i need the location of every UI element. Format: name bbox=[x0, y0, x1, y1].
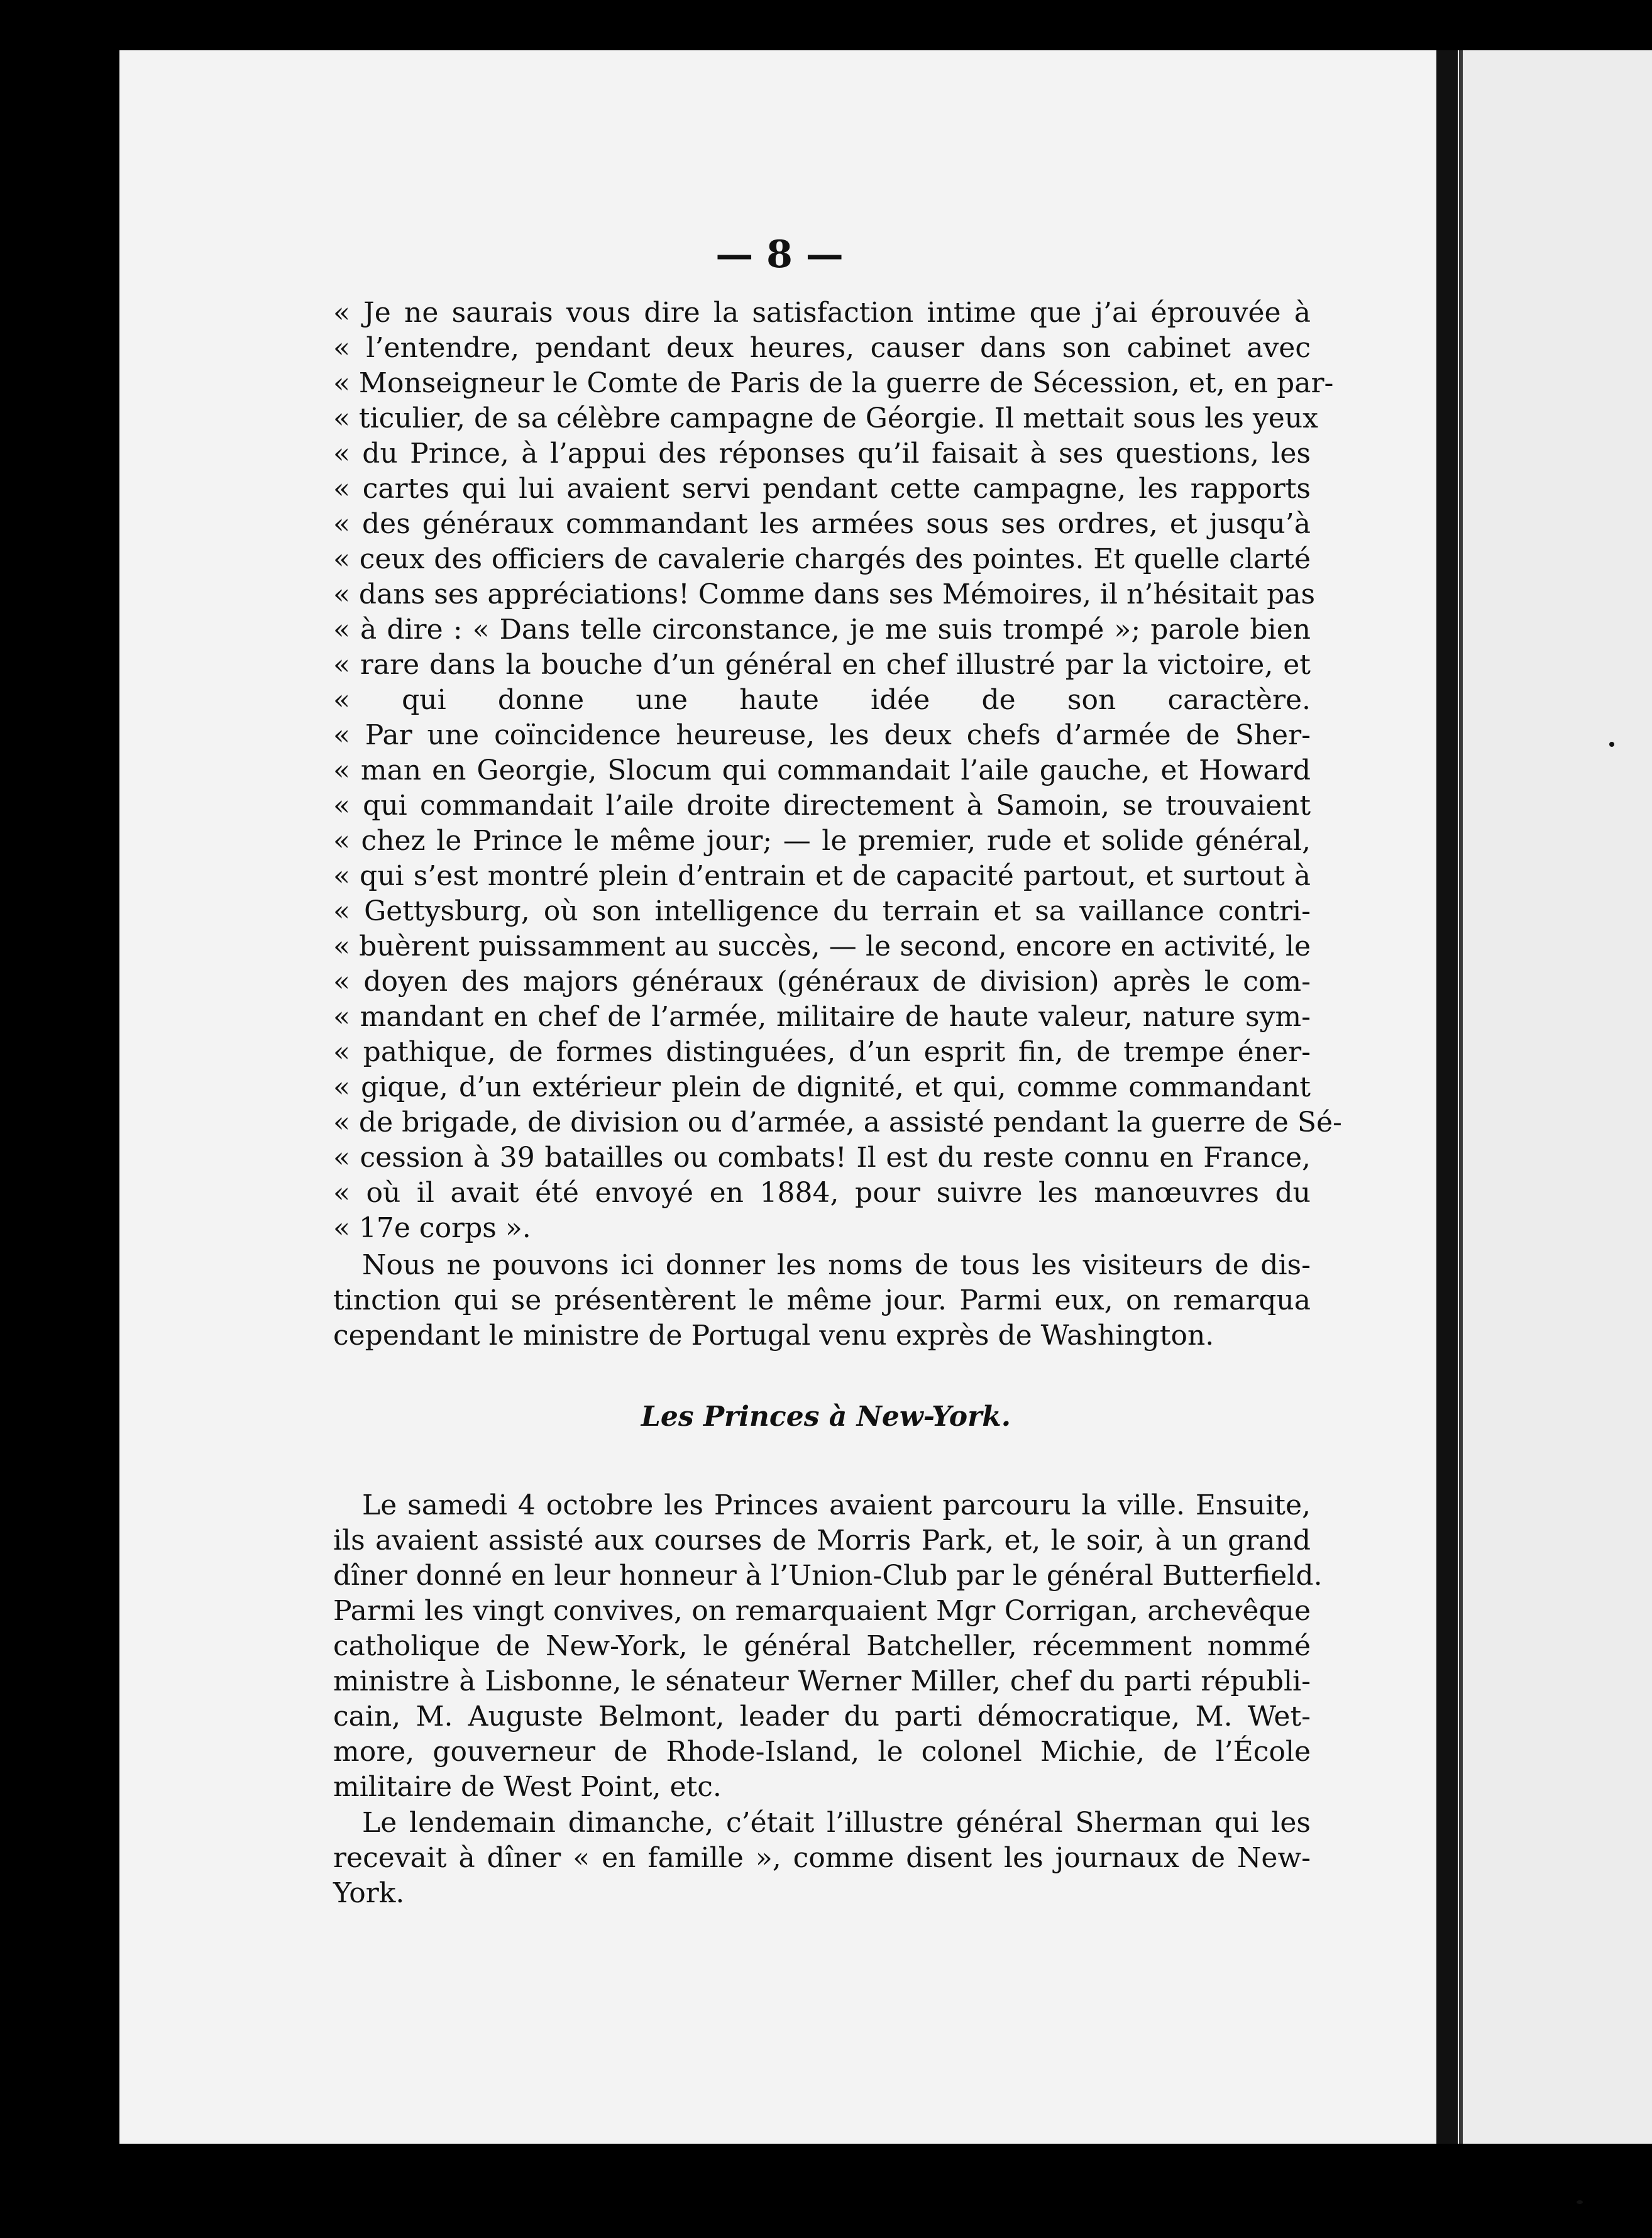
text-line: Nous ne pouvons ici donner les noms de tous les visiteurs de dis- bbox=[362, 1249, 1311, 1281]
text-line: « pathique, de formes distinguées, d’un esprit fin, de trempe éner- bbox=[333, 1036, 1311, 1068]
scan-speck bbox=[1609, 742, 1614, 747]
quoted-letter bbox=[333, 295, 1342, 1246]
text-line: militaire de West Point, etc. bbox=[333, 1771, 722, 1803]
text-line: « Monseigneur le Comte de Paris de la guerre de Sécession, et, en par- bbox=[333, 367, 1334, 399]
text-line: « qui donne une haute idée de son caractère. bbox=[333, 684, 1311, 716]
text-line: « Gettysburg, où son intelligence du terrain et sa vaillance contri- bbox=[333, 895, 1311, 927]
paragraph-visitors bbox=[333, 1248, 1311, 1353]
text-line: « dans ses appréciations! Comme dans ses Mémoires, il n’hésitait pas bbox=[333, 578, 1316, 610]
page-number: — 8 — bbox=[715, 233, 844, 277]
text-line: York. bbox=[333, 1877, 405, 1909]
text-line: « où il avait été envoyé en 1884, pour suivre les manœuvres du bbox=[333, 1177, 1311, 1209]
paragraph-sunday bbox=[333, 1805, 1311, 1911]
text-line: « rare dans la bouche d’un général en chef illustré par la victoire, et bbox=[333, 649, 1311, 681]
text-line: cain, M. Auguste Belmont, leader du parti démocratique, M. Wet- bbox=[333, 1701, 1311, 1733]
text-line: « Par une coïncidence heureuse, les deux chefs d’armée de Sher- bbox=[333, 719, 1311, 751]
text-line: ils avaient assisté aux courses de Morris Park, et, le soir, à un grand bbox=[333, 1524, 1311, 1557]
text-line: « cartes qui lui avaient servi pendant cette campagne, les rapports bbox=[333, 473, 1311, 505]
text-line: « du Prince, à l’appui des réponses qu’il faisait à ses questions, les bbox=[333, 438, 1311, 470]
text-line: « mandant en chef de l’armée, militaire de haute valeur, nature sym- bbox=[333, 1001, 1311, 1033]
text-line: recevait à dîner « en famille », comme disent les journaux de New- bbox=[333, 1842, 1311, 1874]
text-line: « buèrent puissamment au succès, — le second, encore en activité, le bbox=[333, 930, 1311, 962]
text-line: « ceux des officiers de cavalerie chargés des pointes. Et quelle clarté bbox=[333, 543, 1311, 575]
text-line: « des généraux commandant les armées sous ses ordres, et jusqu’à bbox=[333, 508, 1311, 540]
text-line: ministre à Lisbonne, le sénateur Werner Miller, chef du parti républi- bbox=[333, 1665, 1311, 1697]
text-line: Le lendemain dimanche, c’était l’illustre général Sherman qui les bbox=[362, 1807, 1311, 1839]
page-gutter bbox=[1436, 50, 1458, 2144]
text-line: « de brigade, de division ou d’armée, a assisté pendant la guerre de Sé- bbox=[333, 1106, 1342, 1138]
text-line: « ticulier, de sa célèbre campagne de Géorgie. Il mettait sous les yeux bbox=[333, 402, 1318, 434]
facing-page-edge bbox=[1458, 50, 1652, 2144]
text-line: « qui s’est montré plein d’entrain et de capacité partout, et surtout à bbox=[333, 860, 1311, 892]
text-line: « man en Georgie, Slocum qui commandait l’aile gauche, et Howard bbox=[333, 754, 1311, 786]
text-line: more, gouverneur de Rhode-Island, le colonel Michie, de l’École bbox=[333, 1736, 1311, 1768]
text-line: catholique de New-York, le général Batcheller, récemment nommé bbox=[333, 1630, 1311, 1662]
text-line: Le samedi 4 octobre les Princes avaient parcouru la ville. Ensuite, bbox=[362, 1489, 1311, 1521]
text-line: tinction qui se présentèrent le même jour. Parmi eux, on remarqua bbox=[333, 1284, 1311, 1316]
text-line: « Je ne saurais vous dire la satisfaction intime que j’ai éprouvée à bbox=[333, 297, 1311, 329]
text-line: « cession à 39 batailles ou combats! Il est du reste connu en France, bbox=[333, 1142, 1311, 1174]
paragraph-saturday bbox=[333, 1488, 1323, 1805]
section-heading: Les Princes à New-York. bbox=[641, 1401, 1011, 1433]
text-line: « l’entendre, pendant deux heures, causer dans son cabinet avec bbox=[333, 332, 1311, 364]
text-line: « qui commandait l’aile droite directement à Samoin, se trouvaient bbox=[333, 790, 1311, 822]
text-line: « gique, d’un extérieur plein de dignité, et qui, comme commandant bbox=[333, 1071, 1311, 1103]
text-line: cependant le ministre de Portugal venu exprès de Washington. bbox=[333, 1320, 1214, 1352]
text-line: Parmi les vingt convives, on remarquaient Mgr Corrigan, archevêque bbox=[333, 1595, 1311, 1627]
text-line: « chez le Prince le même jour; — le premier, rude et solide général, bbox=[333, 825, 1311, 857]
scan-speck bbox=[1577, 2200, 1583, 2204]
text-line: « 17e corps ». bbox=[333, 1212, 531, 1244]
text-line: dîner donné en leur honneur à l’Union-Club par le général Butterfield. bbox=[333, 1560, 1323, 1592]
text-line: « à dire : « Dans telle circonstance, je me suis trompé »; parole bien bbox=[333, 614, 1311, 646]
text-line: « doyen des majors généraux (généraux de division) après le com- bbox=[333, 966, 1311, 998]
facing-page-border bbox=[1459, 50, 1463, 2144]
